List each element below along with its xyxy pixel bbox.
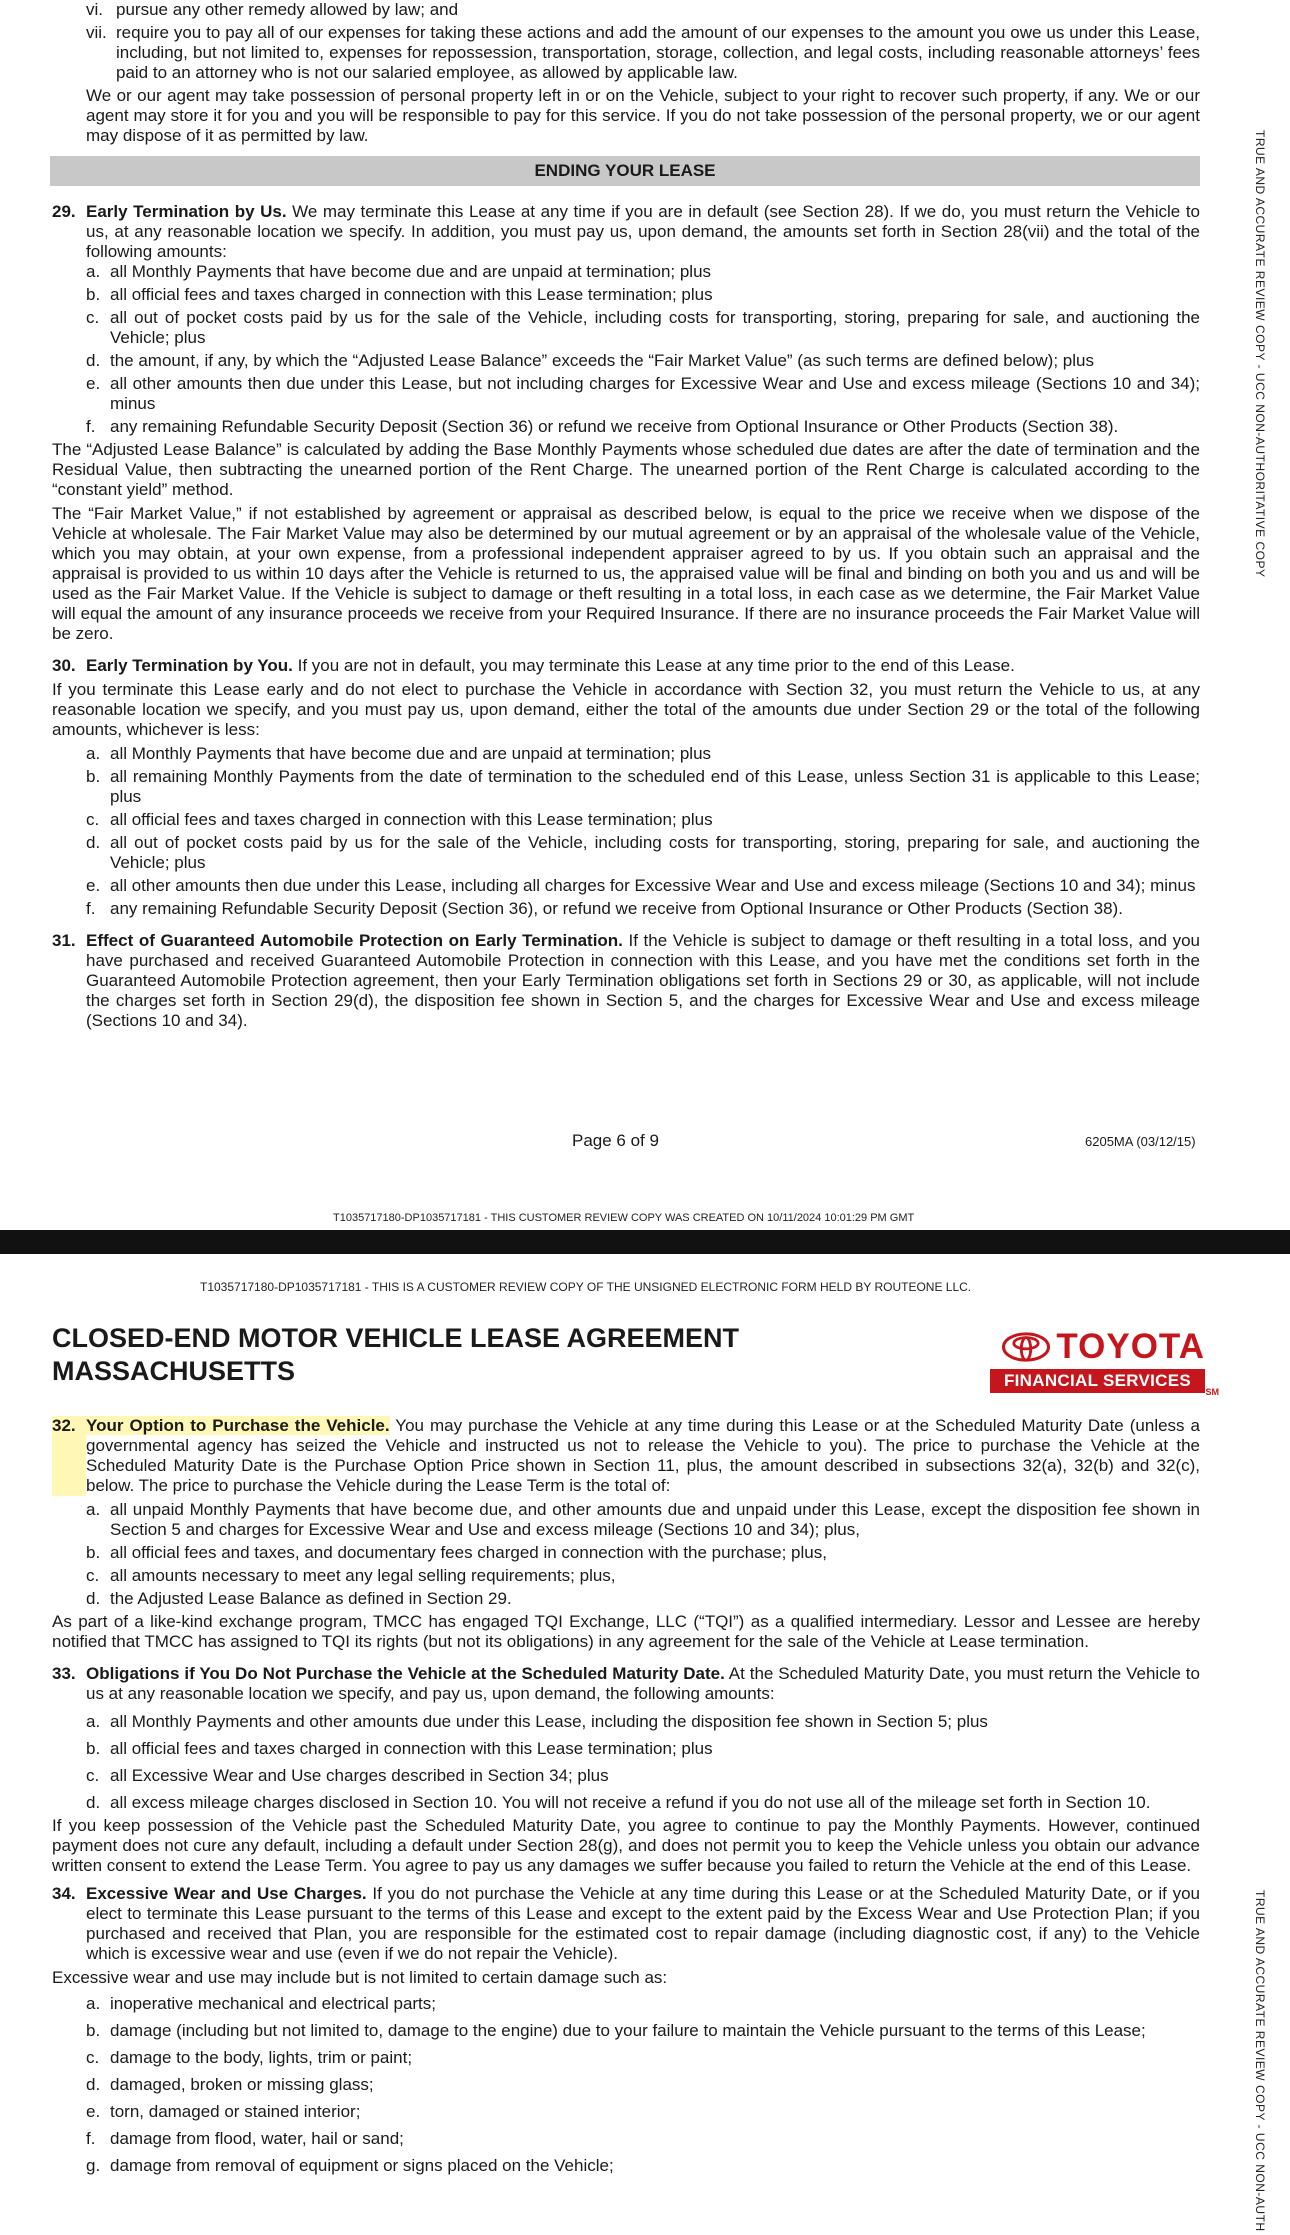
- lease-page-7: [0, 1254, 1290, 2235]
- list-item: c. all out of pocket costs paid by us for the sale of the Vehicle, including costs for transporting, storing, preparing for sale, and auctioning the Vehicle; plus: [86, 308, 1200, 347]
- section-29: 29. Early Termination by Us. We may terminate this Lease at any time if you are in default (see Section 28). If we do, you must return the Vehicle to us, at any reasonable location we specify. In addition, you must pay us, upon demand, the amounts set forth in Section 28(vii) and the total of the following amounts: a. all Monthly Payments that have become due and are unpaid at termination; plus b. all official fees and taxes charged in connection with this Lease termination; plus c. all out of pocket costs paid by us for the sale of the Vehicle, including costs for transporting, storing, preparing for sale, and auctioning the Vehicle; plus d. the amount, if any, by which the “Adjusted Lease Balance” exceeds the “Fair Market Value” (as such terms are defined below); plus e. all other amounts then due under this Lease, but not including charges for Excessive Wear and Use and excess mileage (Sections 10 and 34); minus f. any remaining Refundable Security Deposit (Section 36) or refund we receive from Optional Insurance or Other Products (Section 38). The “Adjusted Lease Balance” is calculated by adding the Base Monthly Payments whose scheduled due dates are after the date of termination and the Residual Value, then subtracting the unearned portion of the Rent Charge. The unearned portion of the Rent Charge is calculated according to the “constant yield” method. The “Fair Market Value,” if not established by agreement or appraisal as described below, is equal to the price we receive when we dispose of the Vehicle at wholesale. The Fair Market Value may also be determined by our mutual agreement or by an appraisal of the wholesale value of the Vehicle, which you may obtain, at your own expense, from a professional independent appraiser agreed to by us. If you obtain such an appraisal and the appraisal is provided to us within 10 days after the Vehicle is returned to us, the appraised value will be final and binding on both you and us and will be used as the Fair Market Value. If the Vehicle is subject to damage or theft resulting in a total loss, in each case as we determine, the Fair Market Value will equal the amount of any insurance proceeds we receive from your Required Insurance. If there are no insurance proceeds the Fair Market Value will be zero.: [52, 202, 1200, 643]
- like-kind-exchange-paragraph: As part of a like-kind exchange program, TMCC has engaged TQI Exchange, LLC (“TQI”) as a qualified intermediary. Lessor and Lessee are hereby notified that TMCC has assigned to TQI its rights (but not its obligations) in any agreement for the sale of the Vehicle at Lease termination.: [52, 1612, 1200, 1651]
- list-item: c. all official fees and taxes charged in connection with this Lease termination; plus: [86, 810, 713, 829]
- list-item: vii. require you to pay all of our expenses for taking these actions and add the amount of our expenses to the amount you owe us under this Lease, including, but not limited to, expenses for repossession, transportation, storage, collection, and legal costs, including reasonable attorneys’ fees paid to an attorney who is not our salaried employee, as allowed by applicable law.: [86, 23, 1200, 82]
- review-copy-watermark: TRUE AND ACCURATE REVIEW COPY - UCC NON-AUTH: [1253, 1890, 1267, 2232]
- review-copy-note: T1035717180-DP1035717181 - THIS IS A CUSTOMER REVIEW COPY OF THE UNSIGNED ELECTRONIC FORM HELD BY ROUTEONE LLC.: [200, 1280, 972, 1294]
- list-item: a. inoperative mechanical and electrical parts;: [86, 1994, 437, 2013]
- list-item: d. the amount, if any, by which the “Adjusted Lease Balance” exceeds the “Fair Market Value” (as such terms are defined below); plus: [86, 351, 1094, 370]
- list-item: e. all other amounts then due under this Lease, including all charges for Excessive Wear and Use and excess mileage (Sections 10 and 34); minus: [86, 876, 1196, 895]
- page-divider: [0, 1230, 1290, 1254]
- list-item: f. any remaining Refundable Security Deposit (Section 36) or refund we receive from Optional Insurance or Other Products (Section 38).: [86, 417, 1119, 436]
- section-29-title: Early Termination by Us.: [86, 202, 287, 221]
- list-item: b. all official fees and taxes, and documentary fees charged in connection with the purchase; plus,: [86, 1543, 827, 1562]
- personal-property-paragraph: We or our agent may take possession of personal property left in or on the Vehicle, subject to your right to recover such property, if any. We or our agent may store it for you and you will be responsible to pay for this service. If you do not take possession of the personal property, we or our agent may dispose of it as permitted by law.: [86, 86, 1200, 145]
- list-item: d. the Adjusted Lease Balance as defined in Section 29.: [86, 1589, 512, 1608]
- section-34: 34. Excessive Wear and Use Charges. If you do not purchase the Vehicle at any time during this Lease or at the Scheduled Maturity Date, or if you elect to terminate this Lease pursuant to the terms of this Lease and except to the extent paid by the Excess Wear and Use Protection Plan; if you purchased and received that Plan, you are responsible for the estimated cost to repair damage (including diagnostic cost, if any) to the Vehicle which is excessive wear and use (even if we do not repair the Vehicle). Excessive wear and use may include but is not limited to certain damage such as: a. inoperative mechanical and electrical parts; b. damage (including but not limited to, damage to the engine) due to your failure to maintain the Vehicle pursuant to the terms of this Lease; c. damage to the body, lights, trim or paint; d. damaged, broken or missing glass; e. torn, damaged or stained interior; f. damage from flood, water, hail or sand; g. damage from removal of equipment or signs placed on the Vehicle;: [52, 1884, 1200, 2175]
- list-item: a. all Monthly Payments that have become due and are unpaid at termination; plus: [86, 744, 712, 763]
- toyota-emblem-icon: [1000, 1332, 1052, 1362]
- page-number: Page 6 of 9: [572, 1131, 659, 1150]
- section-30-title: Early Termination by You.: [86, 656, 293, 675]
- fair-market-value-paragraph: The “Fair Market Value,” if not established by agreement or appraisal as described below, is equal to the price we receive when we dispose of the Vehicle at wholesale. The Fair Market Value may also be determined by our mutual agreement or by an appraisal of the wholesale value of the Vehicle, which you may obtain, at your own expense, from a professional independent appraiser agreed to by us. If you obtain such an appraisal and the appraisal is provided to us within 10 days after the Vehicle is returned to us, the appraised value will be final and binding on both you and us and will be used as the Fair Market Value. If the Vehicle is subject to damage or theft resulting in a total loss, in each case as we determine, the Fair Market Value will equal the amount of any insurance proceeds we receive from your Required Insurance. If there are no insurance proceeds the Fair Market Value will be zero.: [52, 504, 1200, 643]
- creation-note: T1035717180-DP1035717181 - THIS CUSTOMER REVIEW COPY WAS CREATED ON 10/11/2024 10:01:29 PM GMT: [333, 1212, 915, 1224]
- document-title: CLOSED-END MOTOR VEHICLE LEASE AGREEMENT MASSACHUSETTS: [52, 1323, 740, 1386]
- list-item: b. all official fees and taxes charged in connection with this Lease termination; plus: [86, 1739, 713, 1758]
- list-item: b. damage (including but not limited to, damage to the engine) due to your failure to maintain the Vehicle pursuant to the terms of this Lease;: [86, 2021, 1146, 2040]
- list-item: d. all out of pocket costs paid by us for the sale of the Vehicle, including costs for transporting, storing, preparing for sale, and auctioning the Vehicle; plus: [86, 833, 1200, 872]
- list-item: f. any remaining Refundable Security Deposit (Section 36), or refund we receive from Optional Insurance or Other Products (Section 38).: [86, 899, 1123, 918]
- list-item: b. all official fees and taxes charged in connection with this Lease termination; plus: [86, 285, 713, 304]
- page-7-body: [52, 1416, 1200, 2184]
- list-item: a. all unpaid Monthly Payments that have become due, and other amounts due and unpaid under this Lease, except the disposition fee shown in Section 5 and charges for Excessive Wear and Use and excess mileage (Sections 10 and 34); plus,: [86, 1500, 1200, 1539]
- list-item: e. all other amounts then due under this Lease, but not including charges for Excessive Wear and Use and excess mileage (Sections 10 and 34); minus: [86, 374, 1200, 413]
- list-item: c. all Excessive Wear and Use charges described in Section 34; plus: [86, 1766, 609, 1785]
- section-33: 33. Obligations if You Do Not Purchase the Vehicle at the Scheduled Maturity Date. At the Scheduled Maturity Date, you must return the Vehicle to us at any reasonable location we specify, and pay us, upon demand, the following amounts: a. all Monthly Payments and other amounts due under this Lease, including the disposition fee shown in Section 5; plus b. all official fees and taxes charged in connection with this Lease termination; plus c. all Excessive Wear and Use charges described in Section 34; plus d. all excess mileage charges disclosed in Section 10. You will not receive a refund if you do not use all of the mileage set forth in Section 10. If you keep possession of the Vehicle past the Scheduled Maturity Date, you agree to continue to pay the Monthly Payments. However, continued payment does not cure any default, including a default under Section 28(g), and does not permit you to keep the Vehicle unless you obtain our advance written consent to extend the Lease Term. You agree to pay us any damages we suffer because you failed to return the Vehicle at the end of this Lease.: [52, 1664, 1200, 1875]
- page-6-body: [52, 0, 1200, 1039]
- list-item: d. all excess mileage charges disclosed in Section 10. You will not receive a refund if you do not use all of the mileage set forth in Section 10.: [86, 1793, 1151, 1812]
- list-item: f. damage from flood, water, hail or sand;: [86, 2129, 404, 2148]
- section-32-title: Your Option to Purchase the Vehicle.: [86, 1416, 390, 1435]
- section-34-title: Excessive Wear and Use Charges.: [86, 1884, 367, 1903]
- list-item: e. torn, damaged or stained interior;: [86, 2102, 361, 2121]
- section-33-title: Obligations if You Do Not Purchase the Vehicle at the Scheduled Maturity Date.: [86, 1664, 725, 1683]
- section-31: 31. Effect of Guaranteed Automobile Protection on Early Termination. If the Vehicle is subject to damage or theft resulting in a total loss, and you have purchased and received Guaranteed Automobile Protection in connection with this Lease, and you have met the conditions set forth in the Guaranteed Automobile Protection agreement, then your Early Termination obligations set forth in Sections 29 or 30, as applicable, will not include the charges set forth in Section 29(d), the disposition fee shown in Section 5, and the charges for Excessive Wear and Use and excess mileage (Sections 10 and 34).: [52, 931, 1200, 1030]
- toyota-financial-logo: TOYOTA FINANCIAL SERVICES SM: [990, 1329, 1205, 1393]
- list-item: a. all Monthly Payments that have become due and are unpaid at termination; plus: [86, 262, 712, 281]
- form-number: 6205MA (03/12/15): [1085, 1134, 1196, 1149]
- list-item: c. all amounts necessary to meet any legal selling requirements; plus,: [86, 1566, 616, 1585]
- section-32: 32. Your Option to Purchase the Vehicle. You may purchase the Vehicle at any time during this Lease or at the Scheduled Maturity Date (unless a governmental agency has seized the Vehicle and instructed us not to release the Vehicle to you). The price to purchase the Vehicle at the Scheduled Maturity Date is the Purchase Option Price shown in Section 11, plus, the amount described in subsections 32(a), 32(b) and 32(c), below. The price to purchase the Vehicle during the Lease Term is the total of: a. all unpaid Monthly Payments that have become due, and other amounts due and unpaid under this Lease, except the disposition fee shown in Section 5 and charges for Excessive Wear and Use and excess mileage (Sections 10 and 34); plus, b. all official fees and taxes, and documentary fees charged in connection with the purchase; plus, c. all amounts necessary to meet any legal selling requirements; plus, d. the Adjusted Lease Balance as defined in Section 29. As part of a like-kind exchange program, TMCC has engaged TQI Exchange, LLC (“TQI”) as a qualified intermediary. Lessor and Lessee are hereby notified that TMCC has assigned to TQI its rights (but not its obligations) in any agreement for the sale of the Vehicle at Lease termination.: [52, 1416, 1200, 1651]
- list-item: b. all remaining Monthly Payments from the date of termination to the scheduled end of this Lease, unless Section 31 is applicable to this Lease; plus: [86, 767, 1200, 806]
- review-copy-watermark: TRUE AND ACCURATE REVIEW COPY - UCC NON-AUTHORITATIVE COPY: [1253, 130, 1267, 578]
- remedy-list: [86, 0, 1200, 83]
- list-item: g. damage from removal of equipment or signs placed on the Vehicle;: [86, 2156, 614, 2175]
- list-item: vi. pursue any other remedy allowed by law; and: [86, 0, 459, 19]
- list-item: d. damaged, broken or missing glass;: [86, 2075, 374, 2094]
- list-item: a. all Monthly Payments and other amounts due under this Lease, including the disposition fee shown in Section 5; plus: [86, 1712, 988, 1731]
- holdover-paragraph: If you keep possession of the Vehicle past the Scheduled Maturity Date, you agree to continue to pay the Monthly Payments. However, continued payment does not cure any default, including a default under Section 28(g), and does not permit you to keep the Vehicle unless you obtain our advance written consent to extend the Lease Term. You agree to pay us any damages we suffer because you failed to return the Vehicle at the end of this Lease.: [52, 1816, 1200, 1875]
- section-banner: ENDING YOUR LEASE: [50, 156, 1200, 186]
- adjusted-lease-balance-paragraph: The “Adjusted Lease Balance” is calculated by adding the Base Monthly Payments whose scheduled due dates are after the date of termination and the Residual Value, then subtracting the unearned portion of the Rent Charge. The unearned portion of the Rent Charge is calculated according to the “constant yield” method.: [52, 440, 1200, 499]
- section-30: 30. Early Termination by You. If you are not in default, you may terminate this Lease at any time prior to the end of this Lease. If you terminate this Lease early and do not elect to purchase the Vehicle in accordance with Section 32, you must return the Vehicle to us, at any reasonable location we specify, and you must pay us, upon demand, either the total of the amounts due under Section 29 or the total of the following amounts, whichever is less: a. all Monthly Payments that have become due and are unpaid at termination; plus b. all remaining Monthly Payments from the date of termination to the scheduled end of this Lease, unless Section 31 is applicable to this Lease; plus c. all official fees and taxes charged in connection with this Lease termination; plus d. all out of pocket costs paid by us for the sale of the Vehicle, including costs for transporting, storing, preparing for sale, and auctioning the Vehicle; plus e. all other amounts then due under this Lease, including all charges for Excessive Wear and Use and excess mileage (Sections 10 and 34); minus f. any remaining Refundable Security Deposit (Section 36), or refund we receive from Optional Insurance or Other Products (Section 38).: [52, 656, 1200, 918]
- list-item: c. damage to the body, lights, trim or paint;: [86, 2048, 413, 2067]
- section-31-title: Effect of Guaranteed Automobile Protection on Early Termination.: [86, 931, 623, 950]
